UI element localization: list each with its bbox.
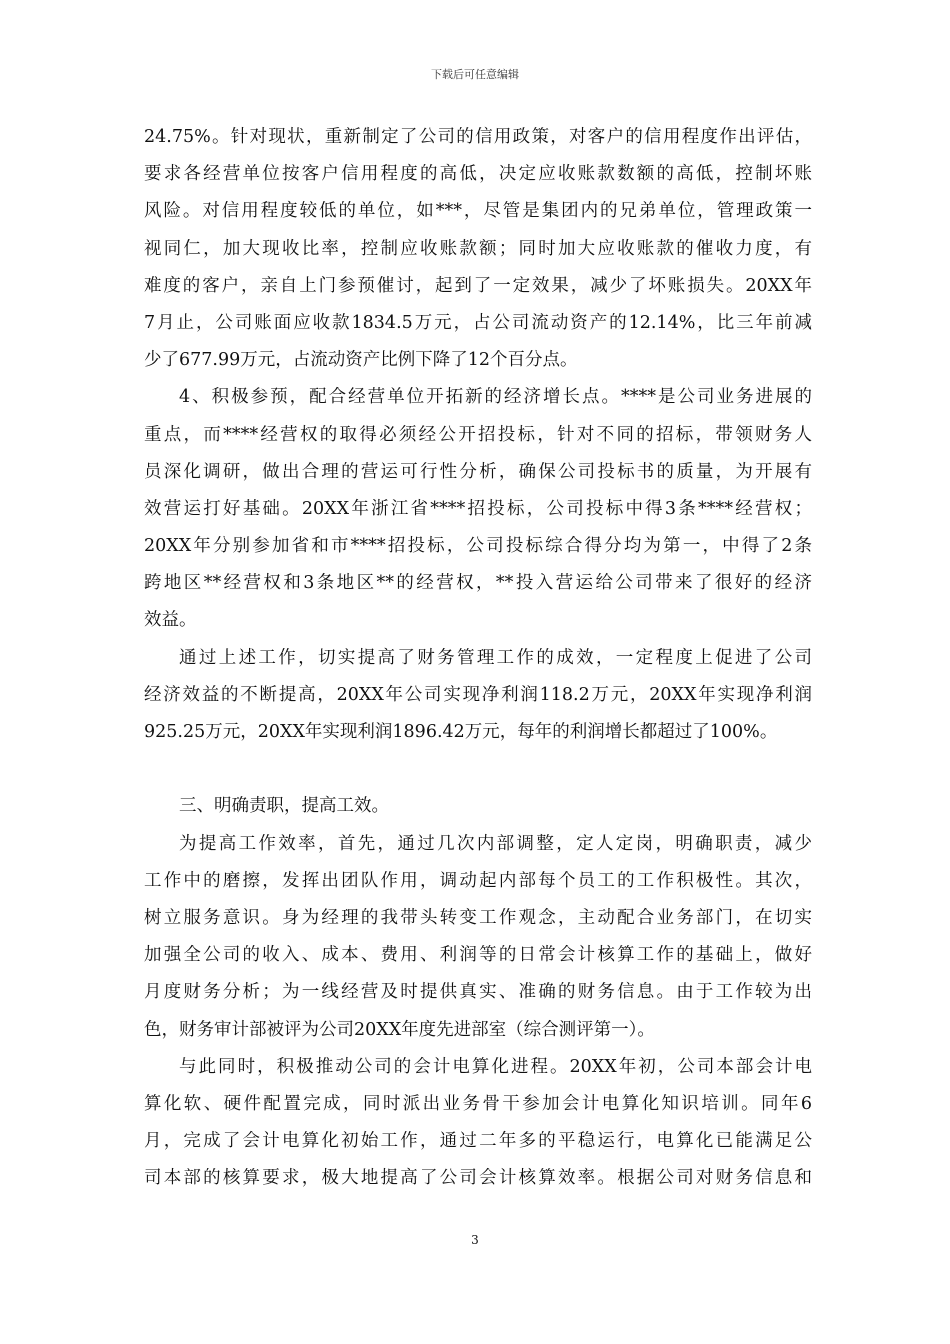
text-line: 24.75%。针对现状，重新制定了公司的信用政策，对客户的信用程度作出评估， <box>144 127 812 147</box>
text-line: 月度财务分析；为一线经营及时提供真实、准确的财务信息。由于工作较为出 <box>144 982 812 1003</box>
text-line: 通过上述工作，切实提高了财务管理工作的成效，一定程度上促进了公司 <box>179 647 812 668</box>
text-line: 与此同时，积极推动公司的会计电算化进程。20XX年初，公司本部会计电 <box>179 1056 812 1077</box>
text-line: 难度的客户，亲自上门参预催讨，起到了一定效果，减少了坏账损失。20XX年 <box>144 275 812 296</box>
text-line: 色，财务审计部被评为公司20XX年度先进部室（综合测评第一）。 <box>144 1019 655 1040</box>
page-number: 3 <box>471 1233 479 1247</box>
text-line: 视同仁，加大现收比率，控制应收账款额；同时加大应收账款的催收力度，有 <box>144 238 812 259</box>
section-heading: 三、明确责职，提高工效。 <box>179 796 389 817</box>
text-line: 要求各经营单位按客户信用程度的高低，决定应收账款数额的高低，控制坏账 <box>144 164 812 185</box>
text-line: 树立服务意识。身为经理的我带头转变工作观念，主动配合业务部门，在切实 <box>144 907 812 928</box>
text-line: 7月止，公司账面应收款1834.5万元，占公司流动资产的12.14%，比三年前减 <box>144 312 812 333</box>
text-line: 工作中的磨擦，发挥出团队作用，调动起内部每个员工的工作积极性。其次， <box>144 870 812 891</box>
page-header: 下载后可任意编辑 <box>431 68 519 81</box>
text-line: 算化软、硬件配置完成，同时派出业务骨干参加会计电算化知识培训。同年6 <box>144 1093 812 1114</box>
document-body <box>144 119 812 1197</box>
text-line: 经济效益的不断提高，20XX年公司实现净利润118.2万元，20XX年实现净利润 <box>144 684 812 705</box>
text-line: 效益。 <box>144 610 197 631</box>
text-line: 925.25万元，20XX年实现利润1896.42万元，每年的利润增长都超过了100%。 <box>144 722 778 742</box>
text-line: 为提高工作效率，首先，通过几次内部调整，定人定岗，明确职责，减少 <box>179 833 812 854</box>
text-line: 月，完成了会计电算化初始工作，通过二年多的平稳运行，电算化已能满足公 <box>144 1131 812 1152</box>
text-line: 重点，而****经营权的取得必须经公开招投标，针对不同的招标，带领财务人 <box>144 424 812 445</box>
text-line: 效营运打好基础。20XX年浙江省****招投标，公司投标中得3条****经营权； <box>144 498 812 519</box>
blank-line <box>144 751 812 788</box>
text-line: 加强全公司的收入、成本、费用、利润等的日常会计核算工作的基础上，做好 <box>144 945 812 966</box>
text-line: 司本部的核算要求，极大地提高了公司会计核算效率。根据公司对财务信息和 <box>144 1168 812 1189</box>
text-line: 跨地区**经营权和3条地区**的经营权，**投入营运给公司带来了很好的经济 <box>144 573 812 594</box>
text-line: 风险。对信用程度较低的单位，如***，尽管是集团内的兄弟单位，管理政策一 <box>144 201 812 222</box>
text-line: 少了677.99万元，占流动资产比例下降了12个百分点。 <box>144 350 578 371</box>
text-line: 员深化调研，做出合理的营运可行性分析，确保公司投标书的质量，为开展有 <box>144 461 812 482</box>
text-line: 4、积极参预，配合经营单位开拓新的经济增长点。****是公司业务进展的 <box>179 387 812 408</box>
text-line: 20XX年分别参加省和市****招投标，公司投标综合得分均为第一，中得了2条 <box>144 536 812 557</box>
